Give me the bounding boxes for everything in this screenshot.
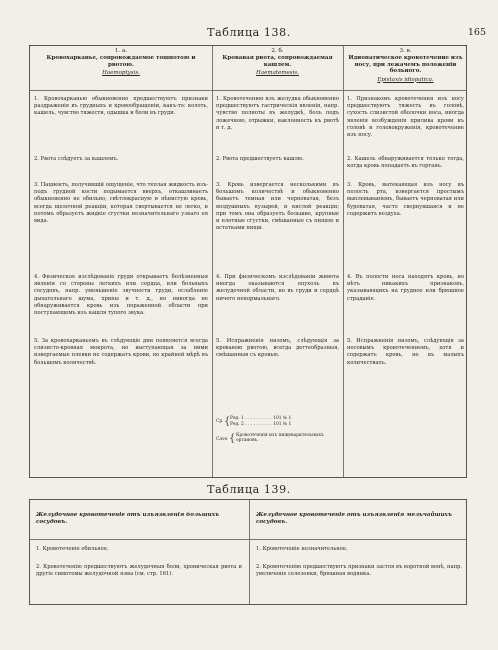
column-header-haematemesis	[216, 48, 339, 77]
table-cell: 5. Испражненія низомъ, слѣдующія за кровавою рвотою, всегда дегтеобразныя, смѣшанныя съ кровью.	[216, 338, 339, 359]
table-cell: 1. Кровохарканью обыкновенно предшествуютъ признаки раздраженія въ грудныхъ и кровообращеніи, какъ-то: колоть, кашель, чувство тяжести, одышка и боли въ груди.	[34, 96, 208, 117]
column-title: Кровохарканье, сопровождаемое тошнотою и рвотою.	[46, 55, 196, 68]
column-header-small-vessels: Желудочное кровотеченіе отъ изъязвленія мельчайшихъ сосудовъ.	[256, 512, 452, 525]
table-cell: 5. Испражненія низомъ, слѣдующія за носовымъ кровотечениемъ, хотя и содержатъ кровь, но въ малыхъ количествахъ.	[347, 338, 464, 366]
table-138	[29, 45, 467, 478]
column-number: 1. а.	[114, 48, 128, 54]
table-139-title: Таблица 139.	[207, 483, 291, 496]
table-cell: 2. Рвота слѣдуетъ за кашлемъ.	[34, 156, 119, 162]
column-latin: Epistaxis idiopatica.	[377, 76, 434, 83]
table-139	[29, 499, 467, 605]
column-header-epistaxis	[347, 48, 464, 83]
header-divider	[30, 90, 466, 91]
column-header-haemoptysis	[34, 48, 208, 77]
table-cell: 3. Пациентъ, получившій ощущеніе, что теплая жидкость изъ-подъ грудной кости подымается вверхъ, откашливаетъ обыкновенно не обильно, свѣтлокрасную и пѣнистую кровь, всегда щелочной реакціи, которая свертывается не легко, и потомъ образуетъ жидкіе сгустки незначительнаго узкаго ея вида.	[34, 182, 208, 225]
table-cell: 4. При физическомъ изслѣдованіи живота иногда оказываются опухоль въ желудочной области, но въ груди и сердцѣ ничего ненормальнаго.	[216, 274, 339, 302]
note-label: Ср.	[216, 419, 224, 424]
column-latin: Haemoptysis.	[102, 70, 140, 77]
column-latin: Haematemesis.	[256, 70, 299, 77]
column-title: Идиопатическое кровотечение изъ носу, при лежачемъ положеніи больного.	[348, 55, 463, 75]
note-line: Ред. 2 . . . . . . . . . . 101 № 1	[230, 422, 292, 427]
table-cell: 2. Кровотеченію предшествуютъ признаки застоя въ воротной венѣ, напр. увеличеніе селезенки, брюшная водянка.	[256, 564, 462, 578]
table-cell: 1. Признакомъ кровотечения изъ носу предшествуютъ тяжесть въ головѣ, сухость слизистой оболочки носа, иногда явленія возбужденія прилива крови къ головѣ и головокруженія, кровотечение изъ носу.	[347, 96, 464, 139]
table-cell: 2. Кровотеченію предшествуютъ желудочныя боли, хроническая рвота и другіе симптомы желудочной язвы (см. стр. 161).	[36, 564, 242, 578]
page-number: 165	[467, 27, 486, 38]
note-footer-label: Cave.	[216, 437, 229, 442]
table-cell: 1. Кровотеченіе незначительное.	[256, 546, 348, 552]
column-divider	[212, 46, 213, 477]
note-line: Ред. 1 . . . . . . . . . . 101 № 1	[230, 416, 292, 421]
header-divider	[30, 539, 466, 540]
brace-mark: {	[229, 433, 236, 444]
table-cell: 4. Въ полости носа находятъ кровь, но нѣтъ никакихъ признаковъ, указывающихъ на грудное или брюшное страданіе.	[347, 274, 464, 302]
column-title: Кровавая рвота, сопровождаемая кашлем.	[222, 55, 333, 68]
table-cell: 3. Кровь извергается несколькими въ большомъ количествѣ и обыкновенно бываетъ темная или черноватая, безъ воздушныхъ пузырей, и кислой реакціи; при томъ она образуетъ большие, крупные и плотные сгустки, смѣшанные съ пищею и остатками пищи.	[216, 182, 339, 232]
table-cell: 2. Кашель обнаруживается только тогда, когда кровь попадаетъ въ гортань.	[347, 156, 464, 170]
table-cell: 1. Кровотечению изъ желудка обыкновенно предшествуютъ гастрическія явленія, напр. чувство полноты въ желудкѣ, боль подъ ложечкою, отрыжки, наклонность къ рвотѣ и т. д.	[216, 96, 339, 131]
column-divider	[343, 46, 344, 477]
brace-mark: {	[224, 416, 231, 427]
column-divider	[249, 500, 250, 604]
table-cell: 2. Рвота предшествуетъ кашлю.	[216, 156, 304, 162]
table-cell: 1. Кровотеченіе обильное.	[36, 546, 109, 552]
table-cell: 5. За кровохарканьемъ въ слѣдующіе дни появляется всегда слизисто-кровная мокрота, но выступающая за ними извергаемые плевки не содержатъ крови, но крайней мѣрѣ въ большомъ количествѣ.	[34, 338, 208, 366]
page-title: Таблица 138.	[207, 26, 291, 39]
table-cell: 3. Кровь, вытекающая изъ носу въ полость рта, извергается простымъ выплевываніемъ, бываетъ черноватая или буроватая, часто свернувшаяся и не содержитъ воздуха.	[347, 182, 464, 217]
column-number: 3. в.	[399, 48, 412, 54]
table-cell: 4. Физическое изслѣдованіе груди открываетъ болѣзненныя явленія со стороны легкихъ или сердца, или больныхъ сосудовъ, напр. уменьшеніе звучности груди, ослабленіе дыхательнаго шума, хрипы и т. д., но никогда не обнаруживается кровь изъ пораженной области при поступающемъ изъ кашля тупого звука.	[34, 274, 208, 317]
column-number: 2. б.	[271, 48, 284, 54]
column-header-large-vessels: Желудочное кровотеченіе отъ изъязвленія большихъ сосудовъ.	[36, 512, 220, 525]
note-footer-text: Кровотеченія изъ пищеварительныхъ органовъ.	[236, 433, 324, 444]
